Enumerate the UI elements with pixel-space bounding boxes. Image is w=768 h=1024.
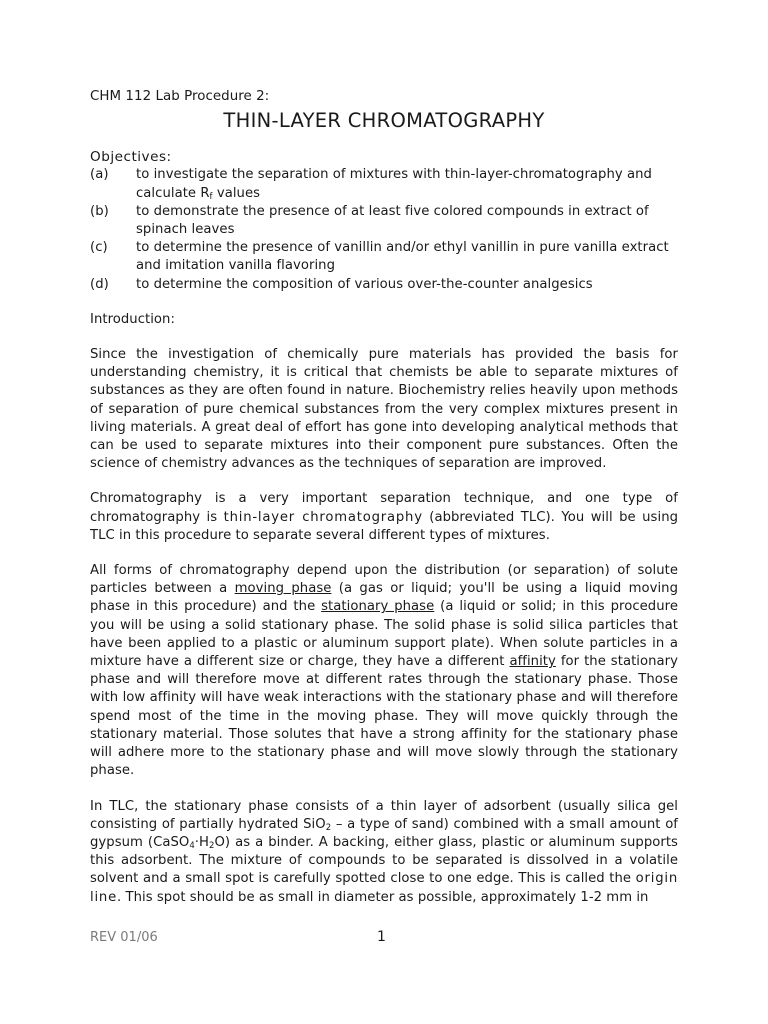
revision-label: REV 01/06 (90, 930, 158, 945)
course-label: CHM 112 Lab Procedure 2: (90, 89, 270, 104)
intro-paragraph-1: Since the investigation of chemically pure materials has provided the basis for understanding chemistry, it is critical that chemists be able to separate mixtures of substances as they are often found in nature. Biochemistry relies heavily upon methods of separation of pure chemical substances from the very complex mixtures present in living materials. A great deal of effort has gone into developing analytical methods that can be used to separate mixtures into their component pure substances. Often the science of chemistry advances as the techniques of separation are improved. (90, 347, 678, 472)
intro-paragraph-4: In TLC, the stationary phase consists of a thin layer of adsorbent (usually silica gel consisting of partially hydrated SiO$_2$ – a type of sand) combined with a small amount of gypsum $(CaSO_4\cdot H_2O)$ as a binder. A backing, either glass, plastic or aluminum supports this adsorbent. The mixture of compounds to be separated is dissolved in a volatile solvent and a small spot is carefully spotted close to one edge. This is called the origin line. This spot should be as small in diameter as possible, approximately 1-2 mm in (90, 798, 679, 905)
objective-item (90, 276, 678, 294)
term-origin-line: origin line (90, 871, 678, 905)
objective-text: to demonstrate the presence of at least five colored compounds in extract of spinach leaves (136, 203, 649, 238)
term-stationary-phase: stationary phase (321, 599, 435, 615)
term-tlc: thin-layer chromatography (223, 509, 423, 525)
intro-paragraph-3: All forms of chromatography depend upon the distribution (or separation) of solute particles between a moving phase (a gas or liquid; you'll be using a liquid moving phase in this procedure) and the stationary phase (a liquid or solid; in this procedure you will be using a solid stationary phase. The solid phase is solid silica particles that have been applied to a plastic or aluminum support plate). When solute particles in a mixture have a different size or charge, they have a different affinity for the stationary phase and will therefore move at different rates through the stationary phase. Those with low affinity will have weak interactions with the stationary phase and will therefore spend most of the time in the moving phase. They will move quickly through the stationary material. Those solutes that have a strong affinity for the stationary phase will adhere more to the stationary phase and will move slowly through the stationary phase. (90, 563, 679, 779)
intro-paragraph-2: Chromatography is a very important separation technique, and one type of chromatography is thin-layer chromatography (abbreviated TLC). You will be using TLC in this procedure to separate several different types of mixtures. (90, 491, 679, 543)
introduction-heading: Introduction: (90, 311, 175, 327)
objective-item (90, 203, 678, 239)
objective-label: (c) (90, 240, 108, 256)
objective-text: to investigate the separation of mixtures with thin-layer-chromatography and calculate $R_f$ values (136, 167, 652, 202)
objective-label: (a) (90, 167, 109, 183)
objective-item (90, 239, 678, 275)
objective-item (90, 166, 678, 202)
objective-text: to determine the composition of various over-the-counter analgesics (136, 276, 593, 292)
objectives-heading: Objectives: (90, 149, 172, 166)
term-moving-phase: moving phase (234, 581, 332, 597)
document-page (90, 88, 678, 907)
term-affinity: affinity (509, 654, 556, 670)
objective-label: (b) (90, 203, 109, 219)
page-number: 1 (377, 929, 386, 945)
objective-label: (d) (90, 276, 109, 292)
page-title: THIN-LAYER CHROMATOGRAPHY (223, 109, 545, 133)
objective-text: to determine the presence of vanillin and/or ethyl vanillin in pure vanilla extract and imitation vanilla flavoring (136, 240, 669, 274)
